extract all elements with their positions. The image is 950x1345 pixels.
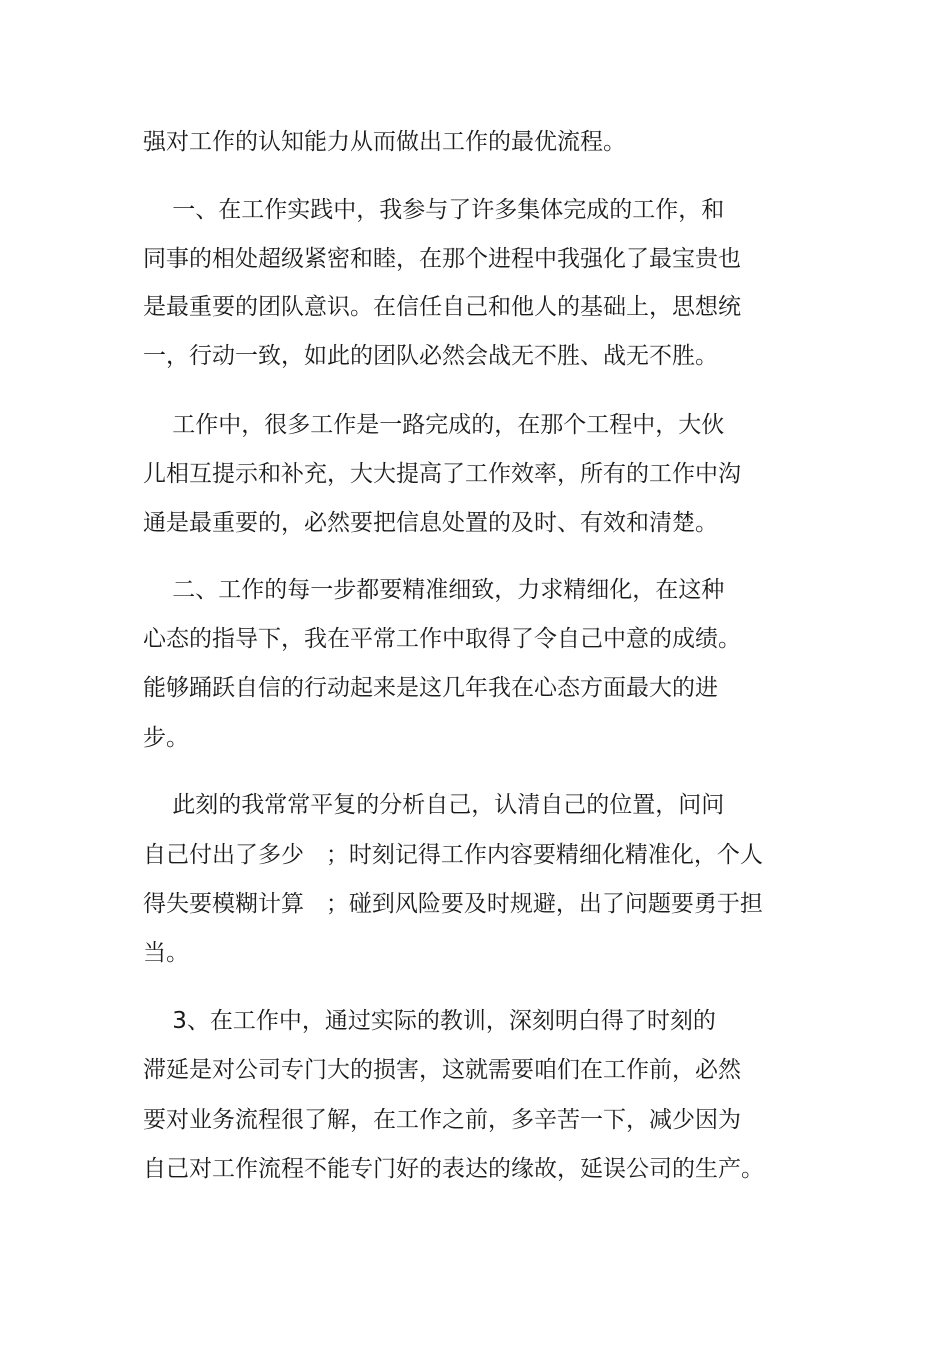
text-line: 此刻的我常常平复的分析自己，认清自己的位置，问问 [143, 792, 725, 818]
text-line: 要对业务流程很了解，在工作之前，多辛苦一下，减少因为 [143, 1107, 741, 1133]
text-line: 能够踊跃自信的行动起来是这几年我在心态方面最大的进 [143, 675, 718, 701]
text-line: 是最重要的团队意识。在信任自己和他人的基础上，思想统 [143, 294, 741, 320]
text-line: 3、在工作中，通过实际的教训，深刻明白得了时刻的 [143, 1008, 716, 1034]
text-line: 一，行动一致，如此的团队必然会战无不胜、战无不胜。 [143, 343, 718, 369]
text-line: 当。 [143, 940, 189, 966]
text-line: 自己付出了多少 ；时刻记得工作内容要精细化精准化，个人 [143, 842, 763, 868]
text-line: 自己对工作流程不能专门好的表达的缘故，延误公司的生产。 [143, 1156, 764, 1182]
text-line: 得失要模糊计算 ；碰到风险要及时规避，出了问题要勇于担 [143, 891, 763, 917]
text-line: 一、在工作实践中，我参与了许多集体完成的工作，和 [143, 197, 725, 223]
text-line: 二、工作的每一步都要精准细致，力求精细化，在这种 [143, 577, 725, 603]
text-line: 心态的指导下，我在平常工作中取得了令自己中意的成绩。 [143, 626, 741, 652]
text-line: 滞延是对公司专门大的损害，这就需要咱们在工作前，必然 [143, 1057, 741, 1083]
text-line: 同事的相处超级紧密和睦，在那个进程中我强化了最宝贵也 [143, 246, 741, 272]
text-line: 步。 [143, 725, 189, 751]
text-line: 儿相互提示和补充，大大提高了工作效率，所有的工作中沟 [143, 461, 741, 487]
text-line: 工作中，很多工作是一路完成的，在那个工程中，大伙 [143, 412, 725, 438]
text-line: 通是最重要的，必然要把信息处置的及时、有效和清楚。 [143, 510, 718, 536]
text-line: 强对工作的认知能力从而做出工作的最优流程。 [143, 129, 626, 155]
